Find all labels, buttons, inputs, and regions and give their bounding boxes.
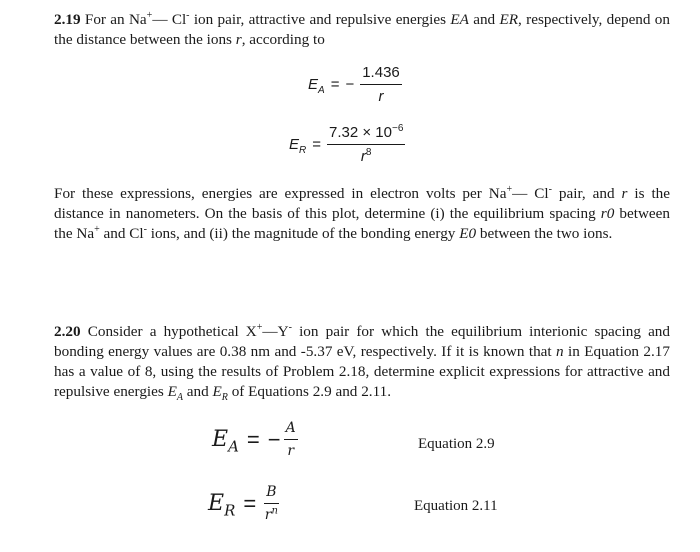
- problem-2-20-text: 2.20 Consider a hypothetical X+—Y- ion pair for which the equilibrium interionic spacing and bonding energy values are 0.38 nm and -5.37 eV, respectively. If it is known that n in Equation 2.17 has a value of 8, using the results of Problem 2.18, determine explicit expressions for attractive and repulsive energies $E_A$ and $E_R$ of Equations 2.9 and 2.11.: [54, 321, 670, 404]
- fraction: $\frac{1.436}{r}$: [362, 64, 400, 105]
- equation-repulsive-energy: $E_R$ = $\frac{7.32 \times 10^{-6}}{r^8}$: [289, 123, 404, 165]
- problem-2-19-body: For these expressions, energies are expressed in electron volts per Na+— Cl- pair, and r is the distance in nanometers. On the basis of this plot, determine (i) the equilibrium spacing r0 between the Na+ and Cl- ions, and (ii) the magnitude of the bonding energy E0 between the two ions.: [54, 183, 671, 242]
- problem-2-19-intro: 2.19 For an Na+— Cl- ion pair, attractive and repulsive energies EA and ER, respectively, depend on the distance between the ions r, according to: [54, 9, 670, 48]
- fraction: $\frac{7.32 \times 10^{-6}}{r^8}$: [329, 123, 404, 165]
- equation-2-9-label: Equation 2.9: [418, 436, 495, 452]
- problem-2-19-number: 2.19: [54, 11, 81, 28]
- fraction: $\frac{A}{r}$: [285, 420, 296, 459]
- problem-2-20-number: 2.20: [54, 323, 81, 340]
- equation-attractive-energy: $E_A$ = − $\frac{1.436}{r}$: [308, 64, 400, 105]
- fraction: $\frac{B}{r^n}$: [264, 484, 278, 523]
- equation-2-11: $E_R$ = $\frac{B}{r^n}$: [208, 484, 278, 523]
- equation-2-9: $E_A$ = − $\frac{A}{r}$: [212, 420, 296, 459]
- equation-2-11-label: Equation 2.11: [414, 498, 498, 514]
